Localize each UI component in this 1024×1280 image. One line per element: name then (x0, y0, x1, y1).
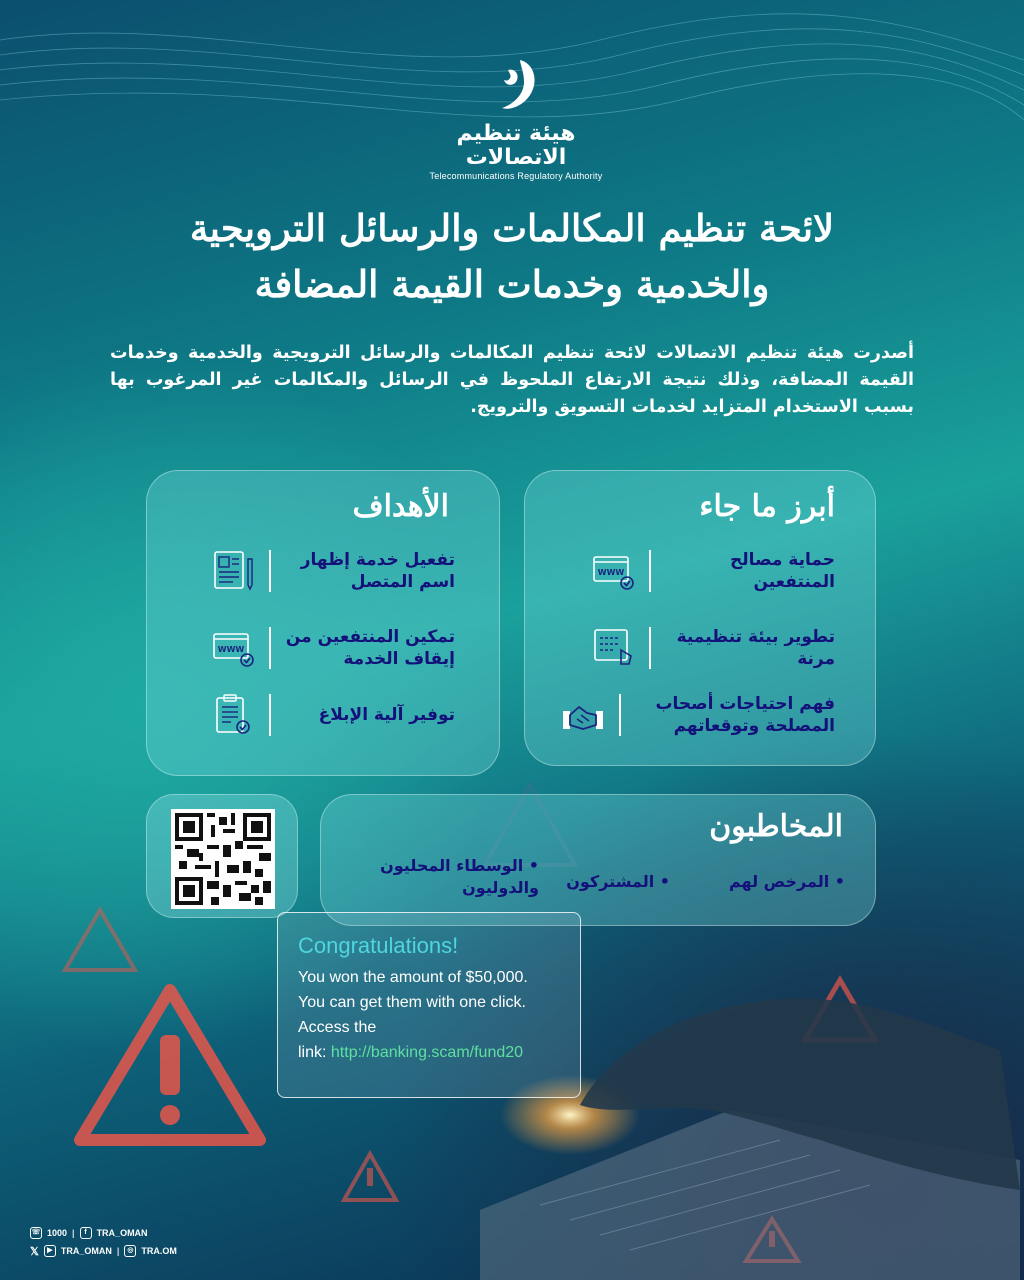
intro-paragraph: أصدرت هيئة تنظيم الاتصالات لائحة تنظيم المكالمات والرسائل الترويجية والخدمية وخدمات القيمة المضافة، وذلك نتيجة الارتفاع الملحوظ في الرسائل والمكالمات غير المرغوب بها بسبب الاستخدام المتزايد لخدمات التسويق والترويج. (110, 343, 914, 417)
popup-link[interactable]: http://banking.scam/fund20 (330, 1044, 524, 1061)
footer-facebook[interactable]: TRA_OMAN (96, 1228, 148, 1238)
footer-divider: | (72, 1228, 75, 1238)
tra-logo-mark-icon (486, 56, 546, 116)
svg-text:WWW: WWW (217, 645, 245, 654)
audience-card (320, 794, 876, 926)
audience-title: المخاطبون (709, 809, 843, 844)
footer-website[interactable]: TRA.OM (141, 1246, 177, 1256)
clipboard-check-icon (211, 693, 255, 737)
popup-line: You can get them with one click. (298, 994, 526, 1011)
popup-link-label: link: (298, 1044, 327, 1061)
highlight-item-text: حماية مصالح المنتفعين (730, 550, 835, 592)
goal-item (211, 549, 455, 593)
item-divider (269, 627, 271, 669)
warning-icon (340, 1150, 400, 1205)
footer-divider: | (116, 1246, 120, 1256)
phone-icon: ☏ (30, 1227, 42, 1239)
highlight-item (591, 549, 835, 593)
facebook-icon: f (80, 1227, 92, 1239)
item-divider (269, 550, 271, 592)
youtube-icon: ▶ (44, 1245, 56, 1257)
svg-text:WWW: WWW (597, 568, 625, 577)
popup-link-line (298, 1040, 560, 1065)
item-divider (269, 694, 271, 736)
footer-phone[interactable]: 1000 (47, 1228, 68, 1238)
title-line-2: والخدمية وخدمات القيمة المضافة (254, 262, 770, 306)
audience-item: • المرخص لهم (728, 872, 845, 891)
popup-title: Congratulations! (298, 933, 459, 958)
goal-item-text: تمكين المنتفعين من إيقاف الخدمة (285, 627, 455, 669)
footer (30, 1224, 177, 1260)
document-icon (211, 549, 255, 593)
warning-icon (60, 905, 140, 975)
goal-item-text: توفير آلية الإبلاغ (318, 705, 455, 725)
www-check-icon (211, 626, 255, 670)
page-title (112, 200, 912, 312)
logo-arabic-text: هيئة تنظيم الاتصالات (456, 121, 576, 170)
highlight-item (591, 626, 835, 670)
item-divider (649, 627, 651, 669)
item-divider (649, 550, 651, 592)
tra-logo (416, 56, 616, 181)
touch-screen-icon (591, 626, 635, 670)
goal-item-text: تفعيل خدمة إظهار اسم المتصل (300, 550, 455, 592)
highlight-item-text: فهم احتياجات أصحاب المصلحة وتوقعاتهم (655, 694, 835, 736)
popup-line: Access the (298, 1019, 377, 1036)
warning-icon (70, 980, 270, 1150)
item-divider (619, 694, 621, 736)
qr-code-icon (175, 813, 271, 905)
footer-social[interactable]: TRA_OMAN (60, 1246, 112, 1256)
goal-item (211, 693, 455, 737)
highlight-item-text: تطوير بيئة تنظيمية مرنة (676, 627, 835, 669)
title-line-1: لائحة تنظيم المكالمات والرسائل الترويجية (189, 206, 835, 250)
x-icon: 𝕏 (30, 1245, 39, 1258)
goal-item (211, 626, 455, 670)
instagram-icon: ◎ (124, 1245, 136, 1257)
highlights-card (524, 470, 876, 766)
highlights-title: أبرز ما جاء (699, 489, 835, 524)
popup-line: You won the amount of $50,000. (298, 969, 528, 986)
handshake-icon (561, 693, 605, 737)
qr-code[interactable] (171, 809, 275, 909)
audience-item: • المشتركون (566, 872, 670, 891)
goals-card (146, 470, 500, 776)
logo-english-text: Telecommunications Regulatory Authority (429, 171, 603, 181)
highlight-item (561, 693, 835, 737)
www-check-icon (591, 549, 635, 593)
goals-title: الأهداف (352, 489, 449, 524)
audience-item: • الوسطاء المحليون والدوليون (380, 856, 539, 897)
qr-code-card[interactable] (146, 794, 298, 918)
scam-message-popup (277, 912, 581, 1098)
